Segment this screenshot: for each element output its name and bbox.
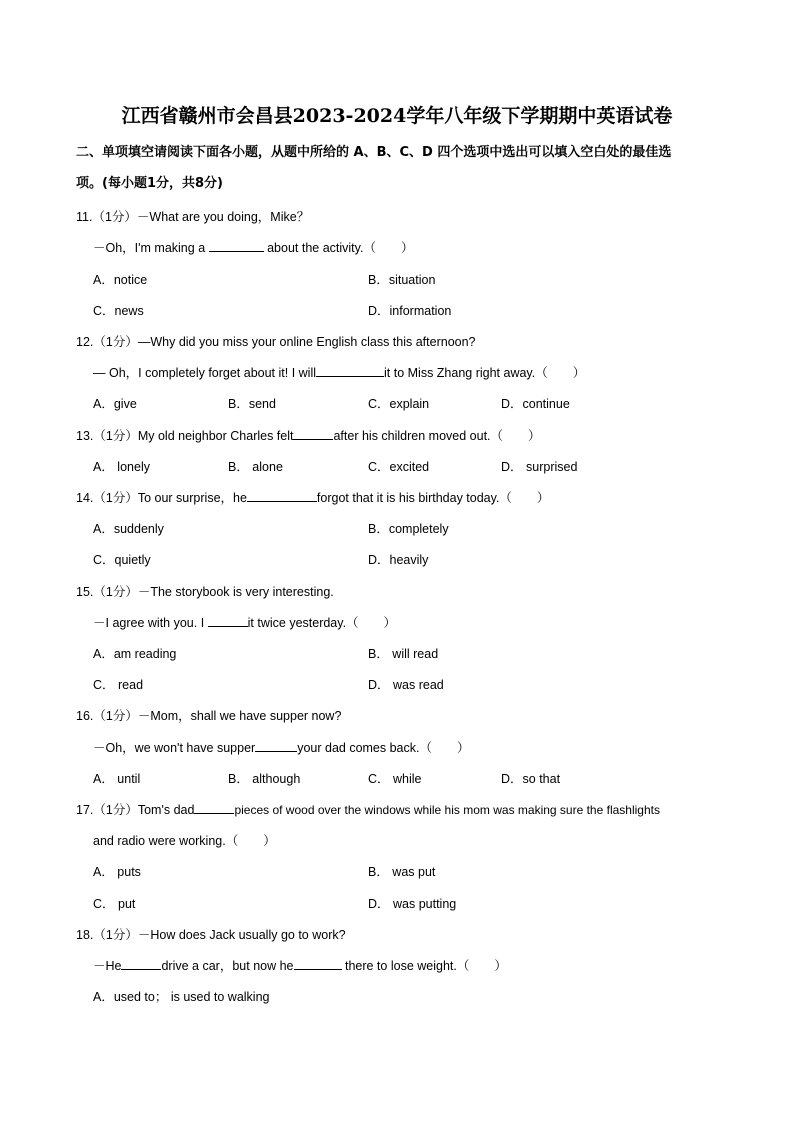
stem-text: －Mom，shall we have supper now? xyxy=(137,709,342,723)
question-13-stem xyxy=(76,426,541,444)
option-a: A． lonely xyxy=(93,460,150,474)
option-b: B．situation xyxy=(368,273,436,287)
option-b: B．completely xyxy=(368,522,449,536)
question-12-stem xyxy=(76,332,476,350)
option-d: D．continue xyxy=(501,397,570,411)
stem-text: forgot that it is his birthday today.（ ） xyxy=(316,491,550,505)
question-16-reply xyxy=(93,738,470,756)
answer-blank xyxy=(293,427,333,440)
stem-text: －The storybook is very interesting. xyxy=(137,585,334,599)
stem-text: it to Miss Zhang right away.（ ） xyxy=(384,366,586,380)
option-c: C． put xyxy=(93,897,136,911)
question-number: 17.（1分） xyxy=(76,803,138,817)
option-d: D．information xyxy=(368,304,452,318)
option-a: A．notice xyxy=(93,273,148,287)
stem-text: －He xyxy=(93,959,122,973)
stem-text: it twice yesterday.（ ） xyxy=(247,616,397,630)
question-number: 13.（1分） xyxy=(76,429,138,443)
stem-text: there to lose weight.（ ） xyxy=(341,959,507,973)
question-number: 16.（1分） xyxy=(76,709,138,723)
stem-text: about the activity.（ ） xyxy=(263,241,414,255)
option-d: D． was putting xyxy=(368,897,457,911)
stem-text: pieces of wood over the windows while his mom was making sure the flashlights xyxy=(234,803,660,817)
answer-blank xyxy=(121,957,161,970)
stem-text: your dad comes back.（ ） xyxy=(297,741,470,755)
option-a: A．used to； is used to walking xyxy=(93,990,270,1004)
section-heading-line-2: 项。(每小题1分，共8分) xyxy=(76,176,223,191)
option-d: D． was read xyxy=(368,678,444,692)
option-d: D．so that xyxy=(501,772,561,786)
question-12-reply xyxy=(93,363,585,381)
option-a: A． until xyxy=(93,772,141,786)
question-number: 11.（1分） xyxy=(76,210,137,224)
answer-blank xyxy=(294,957,342,970)
answer-blank xyxy=(194,801,234,814)
answer-blank xyxy=(316,364,384,377)
stem-text: My old neighbor Charles felt xyxy=(137,429,294,443)
stem-text: — Oh，I completely forget about it! I will xyxy=(93,366,317,380)
question-17-continued: and radio were working.（ ） xyxy=(93,834,276,848)
option-c: C．explain xyxy=(368,397,430,411)
option-b: B． alone xyxy=(228,460,283,474)
question-number: 14.（1分） xyxy=(76,491,138,505)
option-c: C．news xyxy=(93,304,144,318)
question-number: 15.（1分） xyxy=(76,585,138,599)
option-c: C．quietly xyxy=(93,553,151,567)
answer-blank xyxy=(208,614,248,627)
option-a: A． puts xyxy=(93,865,141,879)
option-d: D．heavily xyxy=(368,553,429,567)
question-number: 18.（1分） xyxy=(76,928,138,942)
answer-blank xyxy=(209,239,264,252)
answer-blank xyxy=(255,739,297,752)
option-b: B． although xyxy=(228,772,301,786)
question-11-reply xyxy=(93,238,413,256)
section-heading-line-1: 二、单项填空请阅读下面各小题，从题中所给的 A、B、C、D 四个选项中选出可以填入空白处的最佳选 xyxy=(76,145,672,160)
stem-text: －Oh，I'm making a xyxy=(93,241,209,255)
option-b: B．send xyxy=(228,397,276,411)
question-15-stem xyxy=(76,582,334,600)
option-d: D． surprised xyxy=(501,460,578,474)
stem-text: Tom's dad xyxy=(137,803,195,817)
stem-text: －What are you doing，Mike？ xyxy=(136,210,310,224)
question-15-reply xyxy=(93,613,396,631)
question-14-stem xyxy=(76,488,549,506)
option-c: C． read xyxy=(93,678,144,692)
page-title: 江西省赣州市会昌县2023-2024学年八年级下学期期中英语试卷 xyxy=(121,105,673,127)
question-16-stem xyxy=(76,706,341,724)
stem-text: drive a car，but now he xyxy=(161,959,294,973)
stem-text: after his children moved out.（ ） xyxy=(333,429,541,443)
question-number: 12.（1分） xyxy=(76,335,138,349)
question-18-stem xyxy=(76,925,346,943)
stem-text: To our surprise，he xyxy=(137,491,247,505)
question-11-stem xyxy=(76,207,309,225)
option-c: C．excited xyxy=(368,460,430,474)
option-a: A．give xyxy=(93,397,137,411)
option-b: B． was put xyxy=(368,865,436,879)
stem-text: －Oh，we won't have supper xyxy=(93,741,256,755)
stem-text: —Why did you miss your online English class this afternoon? xyxy=(137,335,476,349)
option-b: B． will read xyxy=(368,647,439,661)
question-17-stem xyxy=(76,800,660,818)
question-18-reply xyxy=(93,956,507,974)
option-a: A．suddenly xyxy=(93,522,164,536)
answer-blank xyxy=(247,489,317,502)
option-c: C． while xyxy=(368,772,422,786)
stem-text: －How does Jack usually go to work? xyxy=(137,928,346,942)
option-a: A．am reading xyxy=(93,647,177,661)
stem-text: －I agree with you. I xyxy=(93,616,208,630)
